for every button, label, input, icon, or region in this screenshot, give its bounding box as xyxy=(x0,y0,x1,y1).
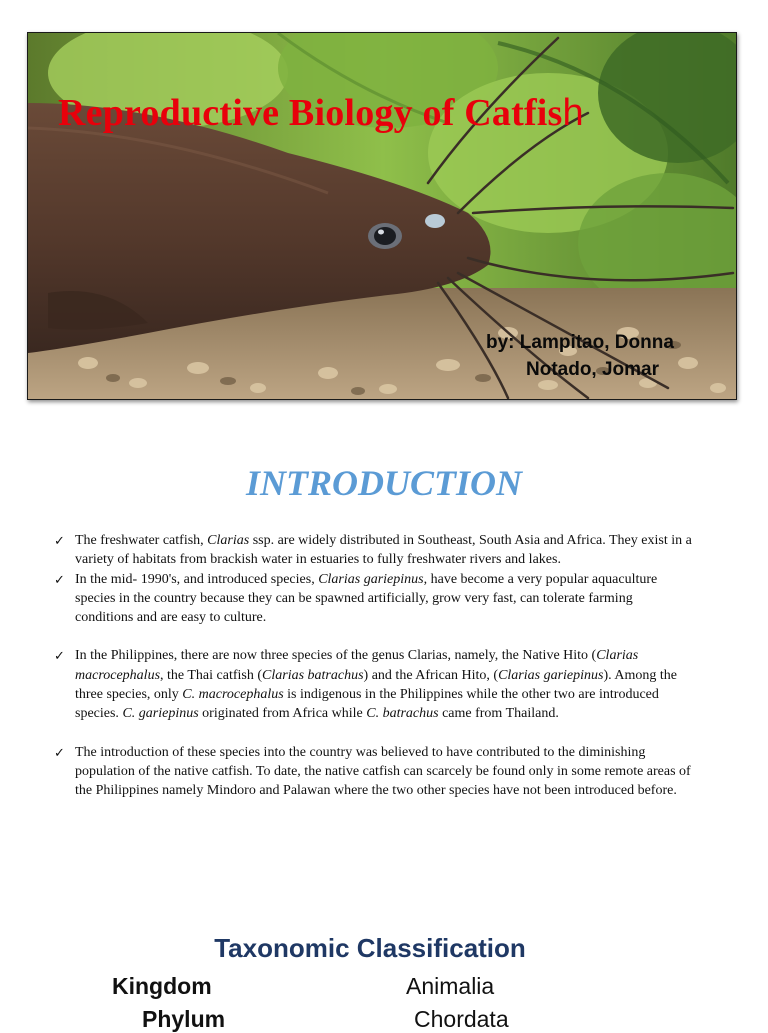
species-name: Clarias xyxy=(207,533,250,548)
text: The freshwater catfish, xyxy=(75,533,208,548)
text: is indigenous in the Philippines while the other two are introduced species. xyxy=(75,687,659,722)
species-name: C. batrachus xyxy=(366,706,439,722)
author-line-2: Notado, Jomar xyxy=(526,359,660,380)
taxonomy-rank: Phylum xyxy=(142,1006,226,1032)
slide-title-suffix: h xyxy=(562,92,584,134)
text: ). Among the three species, only xyxy=(75,667,677,703)
species-name: Clarias gariepinus xyxy=(318,571,424,587)
text: , have become a very popular aquaculture species in the country because they can be spawned artificially, grow very fast, can tolerate farming conditions and are easy to culture. xyxy=(75,571,658,626)
list-item xyxy=(54,531,694,570)
author-line-1: by: Lampitao, Donna xyxy=(486,332,674,353)
slide-title xyxy=(58,91,584,135)
text: ) and the African Hito, ( xyxy=(363,667,499,683)
title-slide xyxy=(27,32,737,400)
species-name: C. gariepinus xyxy=(122,706,199,722)
text: , the Thai catfish ( xyxy=(160,667,263,683)
text: ssp. are widely distributed in Southeast, South Asia and Africa. They exist in a variety of habitats from brackish water in estuaries to fully freshwater rivers and lakes. xyxy=(75,533,692,568)
species-name: Clarias gariepinus xyxy=(498,667,604,683)
authors xyxy=(486,329,674,383)
species-name: Clarias macrocephalus xyxy=(75,648,639,683)
text: The introduction of these species into the country was believed to have contributed to the diminishing population of the native catfish. To date, the native catfish can scarcely be found only in some remote areas of the Philippines namely Mindoro and Palawan where the two other species have not been introduced before. xyxy=(75,744,691,799)
list-item xyxy=(54,743,694,801)
text: originated from Africa while xyxy=(198,706,367,722)
taxonomy-value: Chordata xyxy=(414,1006,509,1032)
introduction-heading: INTRODUCTION xyxy=(245,463,522,503)
text: came from Thailand. xyxy=(438,706,559,722)
species-name: C. macrocephalus xyxy=(182,687,284,703)
check-mark-icon: ✓ xyxy=(54,744,65,760)
list-item xyxy=(54,570,694,628)
text: In the mid- 1990's, and introduced species, xyxy=(75,571,319,587)
check-mark-icon: ✓ xyxy=(54,571,65,587)
list-item xyxy=(54,646,694,723)
taxonomy-value: Animalia xyxy=(406,973,495,999)
species-name: Clarias batrachus xyxy=(262,667,364,683)
taxonomy-heading: Taxonomic Classification xyxy=(214,933,526,963)
introduction-list xyxy=(54,531,694,801)
slide-title-main: Reproductive Biology of Catfis xyxy=(58,92,563,134)
text: In the Philippines, there are now three species of the genus Clarias, namely, the Native Hito ( xyxy=(75,648,597,664)
taxonomy-rank: Kingdom xyxy=(112,973,212,999)
check-mark-icon: ✓ xyxy=(54,648,65,664)
check-mark-icon: ✓ xyxy=(54,533,65,548)
